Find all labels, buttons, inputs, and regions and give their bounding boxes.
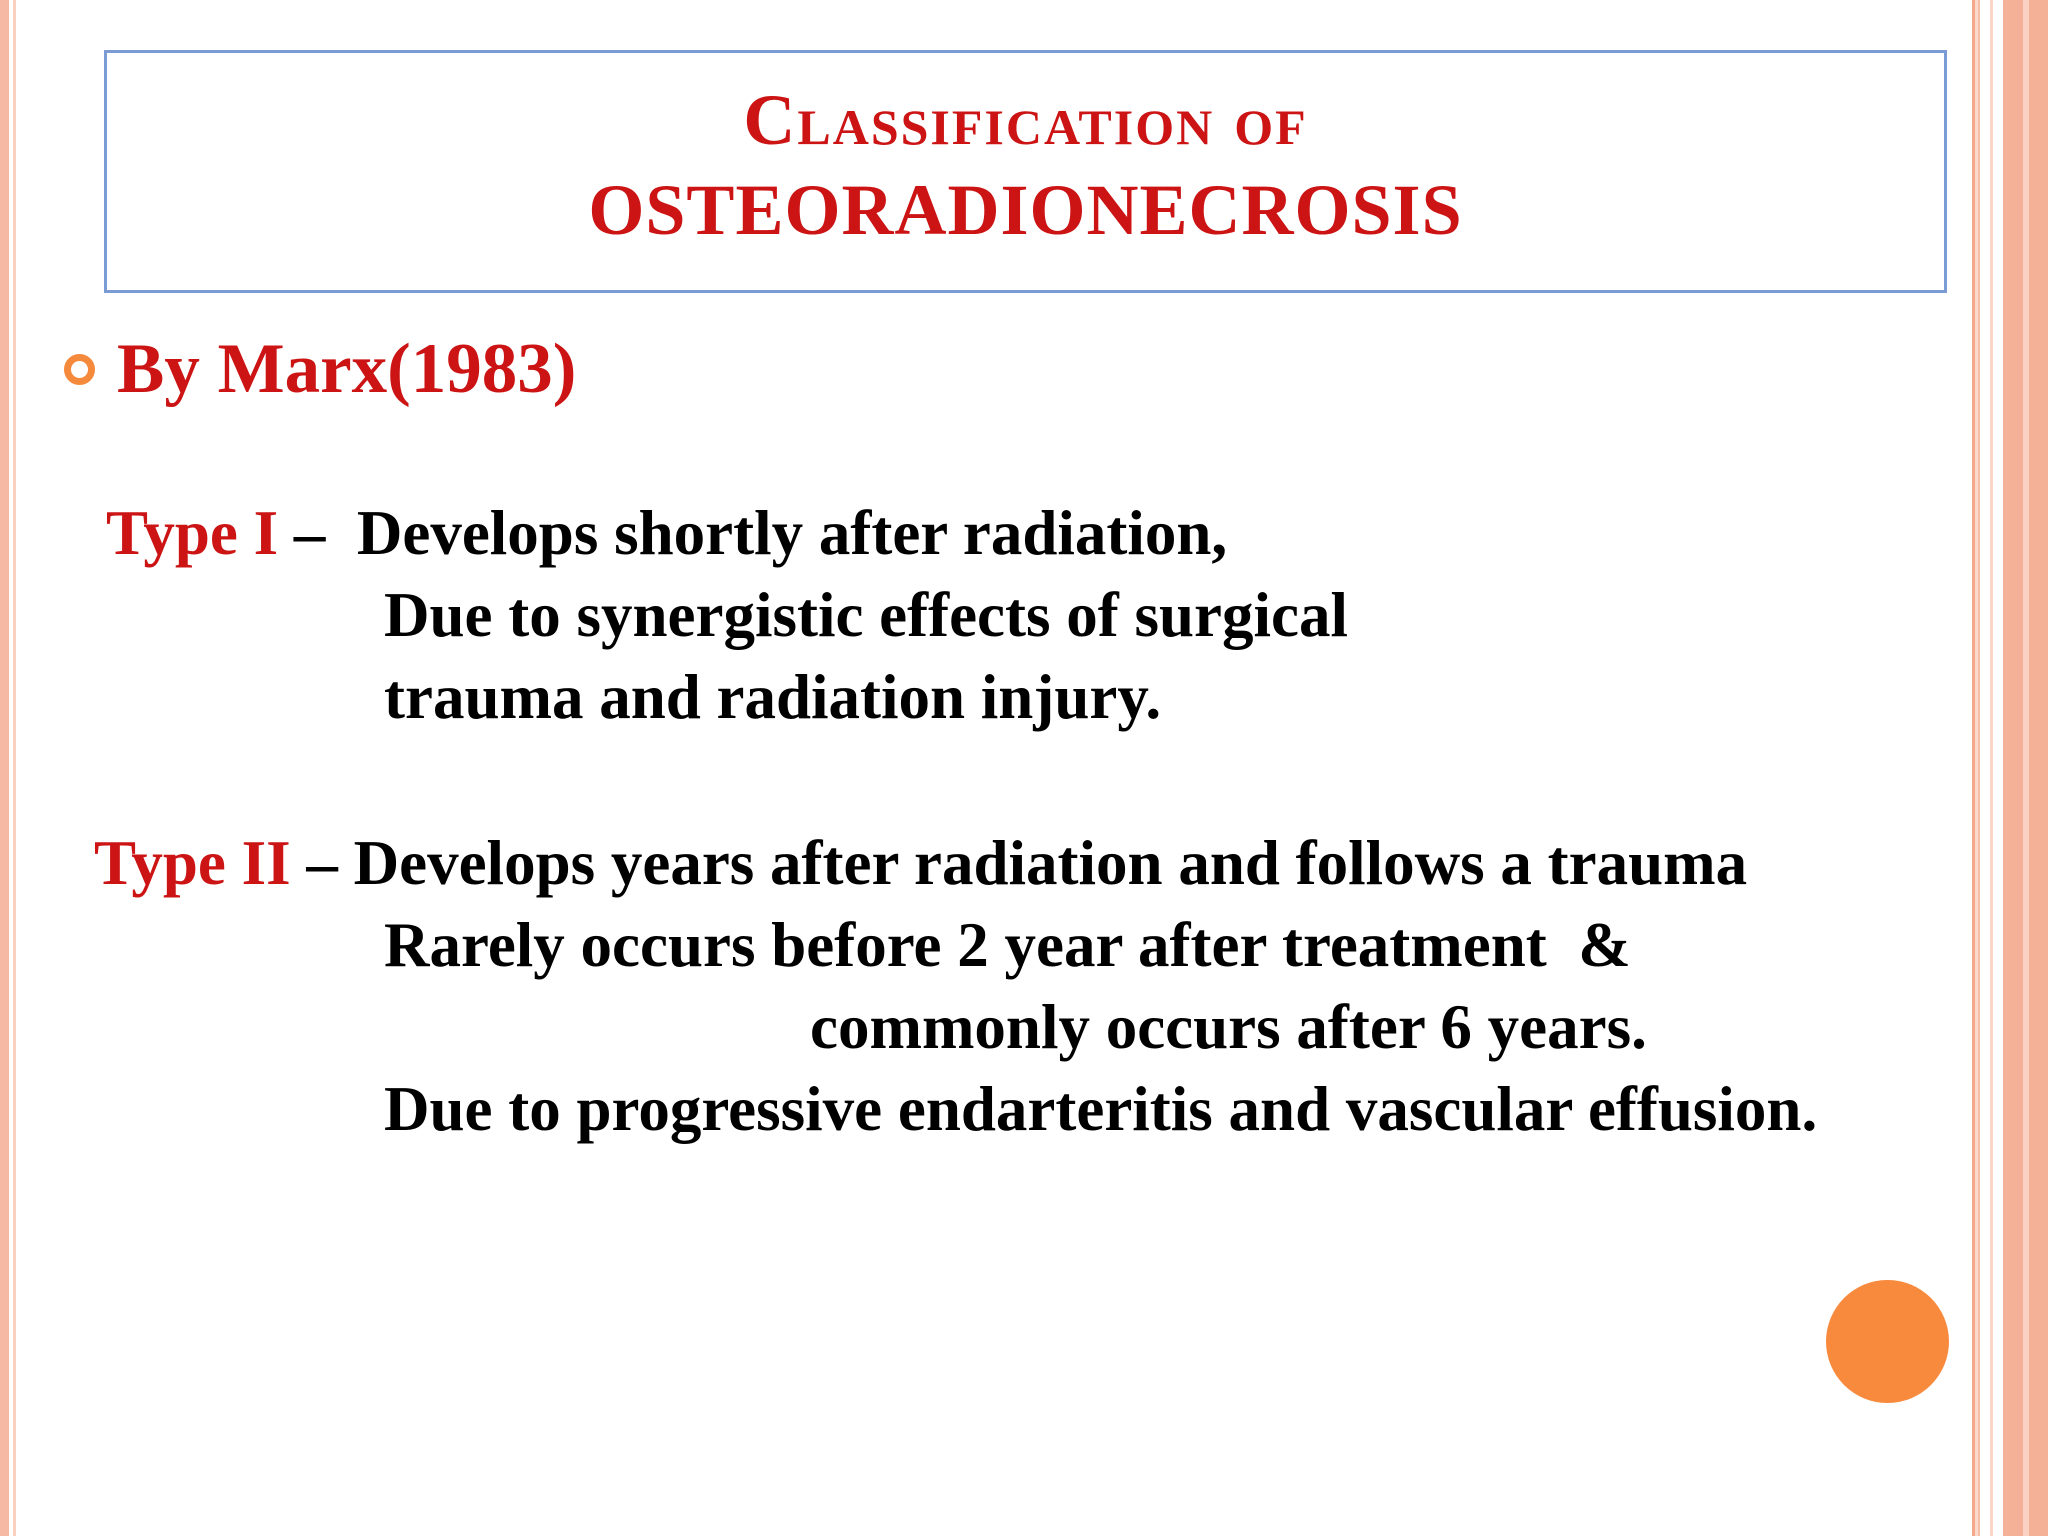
slide-title-line2: OSTEORADIONECROSIS xyxy=(588,169,1463,250)
type1-label: Type I xyxy=(106,498,279,568)
type1-line1: Develops shortly after radiation, xyxy=(356,498,1228,568)
type2-first-line xyxy=(94,828,1748,898)
type2-label: Type II xyxy=(94,828,291,898)
right-border-stripes xyxy=(1966,0,2048,1536)
type2-line4: Due to progressive endarteritis and vascular effusion. xyxy=(384,1074,1818,1144)
orange-circle-decoration xyxy=(1826,1280,1949,1403)
bullet-text: By Marx(1983) xyxy=(117,330,577,408)
type2-line1: Develops years after radiation and follows a trauma xyxy=(353,828,1748,898)
type1-line3: trauma and radiation injury. xyxy=(384,662,1162,732)
slide-title-line1: Classification of xyxy=(743,79,1308,160)
type2-line2: Rarely occurs before 2 year after treatment & xyxy=(384,910,1631,980)
type2-line3: commonly occurs after 6 years. xyxy=(810,992,1647,1062)
hollow-circle-bullet-icon xyxy=(64,354,95,385)
type2-dash: – xyxy=(290,828,354,898)
title-box xyxy=(104,50,1947,293)
type1-dash: – xyxy=(278,498,357,568)
left-border-stripe xyxy=(0,0,9,1536)
bullet-item xyxy=(64,330,577,408)
type1-first-line xyxy=(106,498,1228,568)
type1-line2: Due to synergistic effects of surgical xyxy=(384,580,1348,650)
left-border-stripe-thin xyxy=(13,0,16,1536)
